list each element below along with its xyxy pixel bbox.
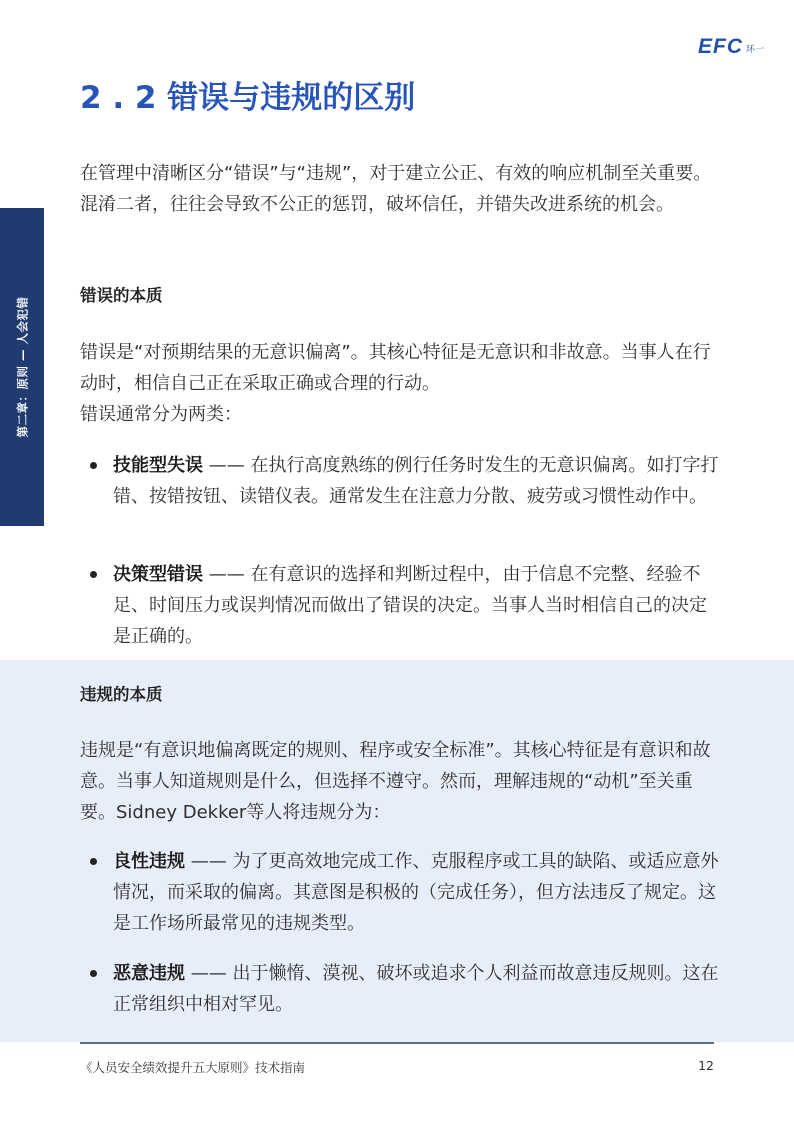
- bullet-icon: [90, 571, 97, 578]
- list-item-term: 决策型错误: [113, 564, 203, 585]
- page-number: 12: [698, 1058, 714, 1073]
- list-item-malicious-violation: [90, 958, 720, 1020]
- list-item-description: —— 在有意识的选择和判断过程中，由于信息不完整、经验不足、时间压力或误判情况而做出了错误的决定。当事人当时相信自己的决定是正确的。: [113, 564, 707, 647]
- efc-logo: [698, 36, 764, 57]
- list-item-text: [113, 846, 720, 939]
- footer-divider: [80, 1042, 714, 1044]
- bullet-icon: [90, 462, 97, 469]
- list-item-description: —— 在执行高度熟练的例行任务时发生的无意识偏离。如打字打错、按错按钮、读错仪表。通常发生在注意力分散、疲劳或习惯性动作中。: [113, 455, 719, 507]
- violations-heading: 违规的本质: [80, 685, 163, 704]
- errors-definition: 错误是“对预期结果的无意识偏离”。其核心特征是无意识和非故意。当事人在行动时，相信自己正在采取正确或合理的行动。: [80, 342, 711, 394]
- intro-paragraph: 在管理中清晰区分“错误”与“违规”，对于建立公正、有效的响应机制至关重要。混淆二者，往往会导致不公正的惩罚，破坏信任，并错失改进系统的机会。: [80, 163, 712, 215]
- list-item-description: —— 出于懒惰、漠视、破坏或追求个人利益而故意违反规则。这在正常组织中相对罕见。: [113, 963, 719, 1015]
- list-item-description: —— 为了更高效地完成工作、克服程序或工具的缺陷、或适应意外情况，而采取的偏离。其意图是积极的（完成任务），但方法违反了规定。这是工作场所最常见的违规类型。: [113, 851, 719, 934]
- logo-mark: EFC: [697, 35, 743, 58]
- violations-definition: 违规是“有意识地偏离既定的规则、程序或安全标准”。其核心特征是有意识和故意。当事人知道规则是什么，但选择不遵守。然而，理解违规的“动机”至关重要。Sidney Dekker等人将违规分为：: [80, 740, 711, 823]
- bullet-icon: [90, 858, 97, 865]
- chapter-side-tab: [0, 208, 44, 526]
- list-item-text: [113, 958, 720, 1020]
- chapter-label: 第二章：原则 — 人会犯错: [15, 296, 30, 438]
- list-item-term: 恶意违规: [113, 963, 185, 984]
- list-item-decision-error: [90, 559, 720, 652]
- errors-lead: 错误通常分为两类：: [80, 404, 242, 425]
- footer-doc-title: 《人员安全绩效提升五大原则》技术指南: [80, 1060, 306, 1075]
- section-title: 2 . 2 错误与违规的区别: [80, 80, 416, 116]
- list-item-benign-violation: [90, 846, 720, 939]
- bullet-icon: [90, 970, 97, 977]
- list-item-term: 技能型失误: [113, 455, 203, 476]
- list-item-skill-slip: [90, 450, 720, 512]
- errors-heading: 错误的本质: [80, 286, 163, 305]
- list-item-term: 良性违规: [113, 851, 185, 872]
- logo-subtitle: 环一: [745, 45, 764, 55]
- list-item-text: [113, 450, 720, 512]
- list-item-text: [113, 559, 720, 652]
